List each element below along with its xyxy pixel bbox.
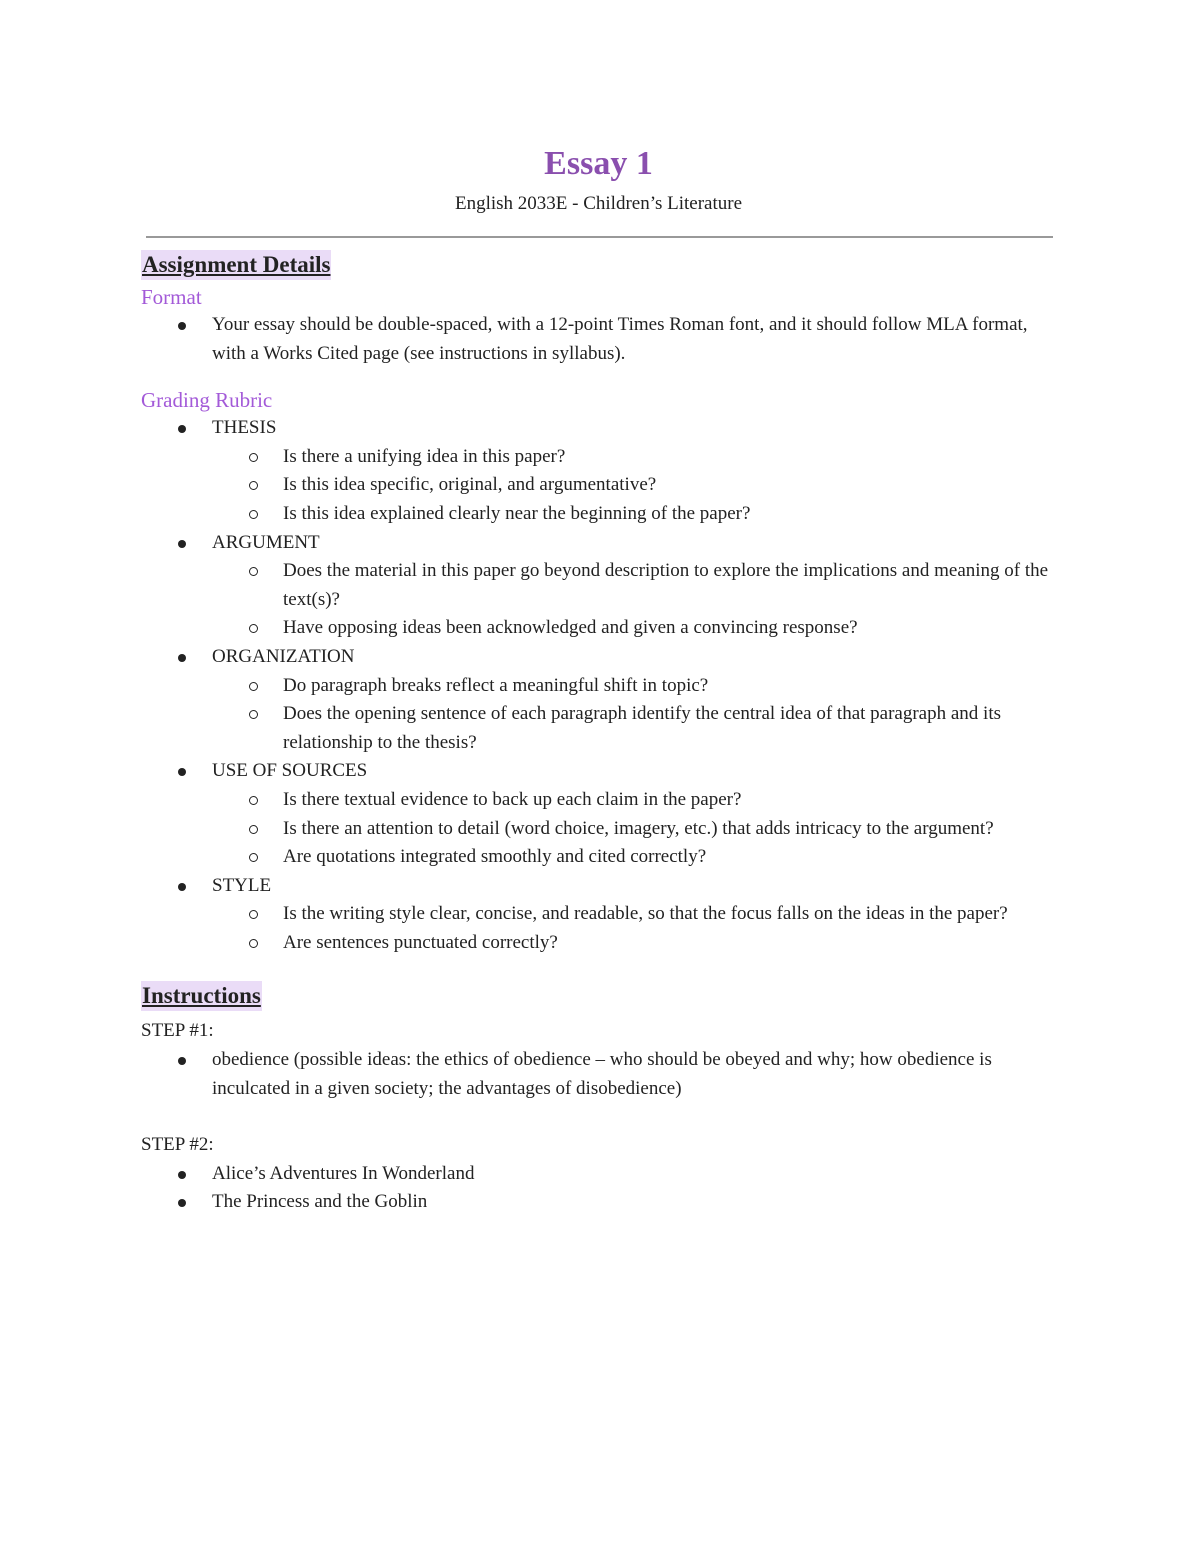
bullet-icon [178,1057,186,1065]
hollow-bullet-icon [249,939,258,948]
question-text: Are sentences punctuated correctly? [283,931,558,953]
bullet-icon [178,883,186,891]
criterion-label: ORGANIZATION [212,645,355,667]
question-text: Is there an attention to detail (word choice, imagery, etc.) that adds intricacy to the argument? [283,817,994,839]
list-item [141,1046,1056,1103]
question-item [141,900,1056,929]
question-item [141,815,1056,844]
criterion-questions [212,786,1056,872]
grading-rubric-heading: Grading Rubric [141,388,273,413]
document-page [141,140,1056,1217]
step-2-label: STEP #2: [141,1134,214,1156]
rubric-criterion [141,757,1056,871]
instructions-heading: Instructions [141,981,262,1011]
question-item [141,786,1056,815]
assignment-details-heading: Assignment Details [141,250,331,280]
bullet-icon [178,540,186,548]
criterion-label: STYLE [212,874,272,896]
criterion-questions [212,557,1056,643]
criterion-questions [212,443,1056,529]
question-text: Is there textual evidence to back up each claim in the paper? [283,788,742,810]
question-item [141,471,1056,500]
bullet-icon [178,768,186,776]
criterion-label: THESIS [212,417,277,439]
hollow-bullet-icon [249,710,258,719]
criterion-questions [212,900,1056,957]
question-text: Is this idea specific, original, and argumentative? [283,474,657,496]
question-item [141,557,1056,614]
question-text: Is the writing style clear, concise, and readable, so that the focus falls on the ideas in the paper? [283,903,1008,925]
document-subtitle: English 2033E - Children’s Literature [454,193,743,214]
hollow-bullet-icon [249,453,258,462]
hollow-bullet-icon [249,796,258,805]
instructions-section [141,981,1056,1217]
list-item [141,1188,1056,1217]
hollow-bullet-icon [249,825,258,834]
rubric-criterion [141,529,1056,643]
step-2-list [141,1160,1056,1217]
hollow-bullet-icon [249,481,258,490]
hollow-bullet-icon [249,510,258,519]
question-text: Is this idea explained clearly near the beginning of the paper? [283,502,751,524]
rubric-list [141,414,1056,957]
question-item [141,672,1056,701]
list-item-text: The Princess and the Goblin [212,1191,428,1213]
hollow-bullet-icon [249,853,258,862]
format-heading: Format [141,285,202,309]
bullet-icon [178,1199,186,1207]
question-item [141,443,1056,472]
question-item [141,843,1056,872]
rubric-criterion [141,872,1056,958]
list-item [141,311,1056,368]
bullet-icon [178,425,186,433]
step-1-list [141,1046,1056,1103]
question-text: Does the opening sentence of each paragraph identify the central idea of that paragraph and its relationship to the thesis? [283,703,1002,753]
criterion-label: USE OF SOURCES [212,760,368,782]
question-text: Does the material in this paper go beyond description to explore the implications and meaning of the text(s)? [283,560,1049,610]
bullet-icon [178,1171,186,1179]
format-list [141,311,1056,368]
assignment-details-section [141,250,1056,957]
rubric-criterion [141,643,1056,757]
question-text: Are quotations integrated smoothly and cited correctly? [283,846,707,868]
criterion-questions [212,672,1056,758]
question-text: Is there a unifying idea in this paper? [283,445,566,467]
rubric-criterion [141,414,1056,528]
question-item [141,500,1056,529]
list-item-text: Alice’s Adventures In Wonderland [212,1162,475,1184]
horizontal-rule [146,236,1053,238]
bullet-icon [178,322,186,330]
bullet-icon [178,654,186,662]
hollow-bullet-icon [249,910,258,919]
question-item [141,929,1056,958]
hollow-bullet-icon [249,624,258,633]
list-item-text: Your essay should be double-spaced, with a 12-point Times Roman font, and it should follow MLA format, with a Works Cited page (see instructions in syllabus). [212,314,1028,364]
criterion-label: ARGUMENT [212,531,320,553]
question-item [141,700,1056,757]
question-item [141,614,1056,643]
list-item-text: obedience (possible ideas: the ethics of obedience – who should be obeyed and why; how obedience is inculcated in a given society; the advantages of disobedience) [212,1049,992,1099]
question-text: Do paragraph breaks reflect a meaningful shift in topic? [283,674,709,696]
document-title: Essay 1 [544,145,653,182]
step-1-label: STEP #1: [141,1020,214,1042]
hollow-bullet-icon [249,567,258,576]
list-item [141,1160,1056,1189]
hollow-bullet-icon [249,682,258,691]
question-text: Have opposing ideas been acknowledged and given a convincing response? [283,617,858,639]
